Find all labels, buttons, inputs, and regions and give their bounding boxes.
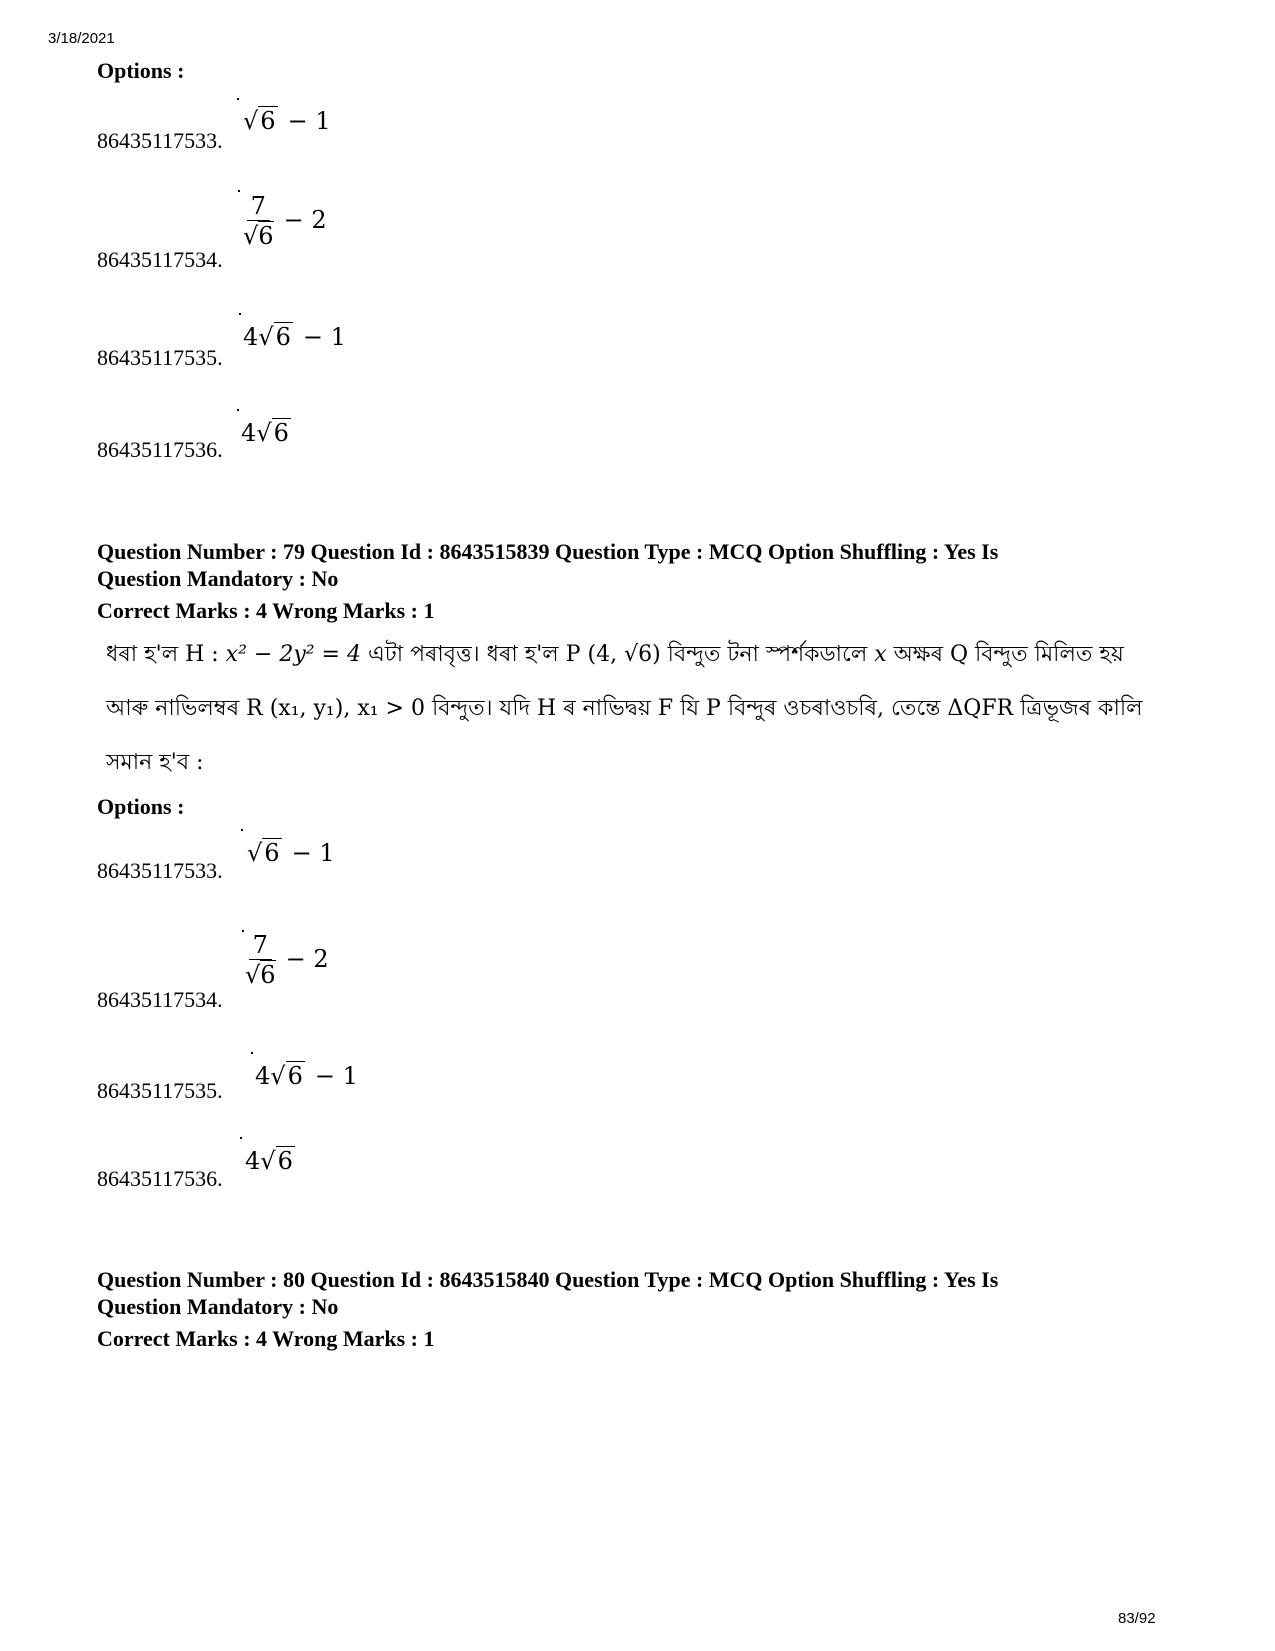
option-expression: √6 − 1 (243, 107, 331, 135)
option-id: 86435117535. (97, 345, 223, 370)
q79-options-label: Options : (97, 794, 185, 819)
option-id: 86435117533. (97, 858, 223, 883)
q80-meta-line2: Question Mandatory : No (97, 1294, 339, 1319)
option-expression: 4√6 − 1 (243, 323, 346, 351)
option-id: 86435117534. (97, 987, 223, 1012)
option-id: 86435117534. (97, 247, 223, 272)
option-expression: $\frac{7}{√6}$ − 2 (243, 192, 327, 250)
option-id: 86435117536. (97, 437, 223, 462)
q79-stem-line3: সমান হ'ব : (106, 750, 204, 775)
marker-dot (239, 313, 241, 315)
marker-dot (240, 1137, 242, 1139)
marker-dot (237, 98, 239, 100)
q79-meta-line1: Question Number : 79 Question Id : 8643515839 Question Type : MCQ Option Shuffling : Yes Is (97, 539, 999, 564)
q79-stem-line2: আৰু নাভিলম্বৰ R (x₁, y₁), x₁ > 0 বিন্দুত। যদি H ৰ নাভিদ্বয় F যি P বিন্দুৰ ওচৰাওচৰি, তেন্তে ΔQFR ত্ৰিভূজৰ কালি (106, 696, 1143, 721)
q79-marks: Correct Marks : 4 Wrong Marks : 1 (97, 598, 435, 623)
marker-dot (238, 190, 240, 192)
marker-dot (241, 829, 243, 831)
q79-stem (106, 628, 1166, 790)
options-label: Options : (97, 58, 185, 83)
marker-dot (237, 409, 239, 411)
option-expression: $\frac{7}{√6}$ − 2 (245, 931, 329, 989)
option-id: 86435117536. (97, 1166, 223, 1191)
option-expression: 4√6 − 1 (255, 1062, 358, 1090)
q80-marks: Correct Marks : 4 Wrong Marks : 1 (97, 1326, 435, 1351)
page-number: 83/92 (1118, 1610, 1156, 1627)
option-id: 86435117535. (97, 1078, 223, 1103)
option-expression: 4√6 (245, 1147, 293, 1175)
marker-dot (242, 930, 244, 932)
option-expression: 4√6 (241, 419, 289, 447)
q79-meta-line2: Question Mandatory : No (97, 566, 339, 591)
q79-stem-line1: ধৰা হ'ল H : x² − 2y² = 4 এটা পৰাবৃত্ত। ধৰা হ'ল P (4, √6) বিন্দুত টনা স্পৰ্শকডালে x অক্ষৰ Q বিন্দুত মিলিত হয় (106, 642, 1124, 667)
option-id: 86435117533. (97, 128, 223, 153)
print-date: 3/18/2021 (48, 30, 115, 47)
option-expression: √6 − 1 (247, 839, 335, 867)
marker-dot (251, 1052, 253, 1054)
q80-meta-line1: Question Number : 80 Question Id : 8643515840 Question Type : MCQ Option Shuffling : Yes Is (97, 1267, 999, 1292)
